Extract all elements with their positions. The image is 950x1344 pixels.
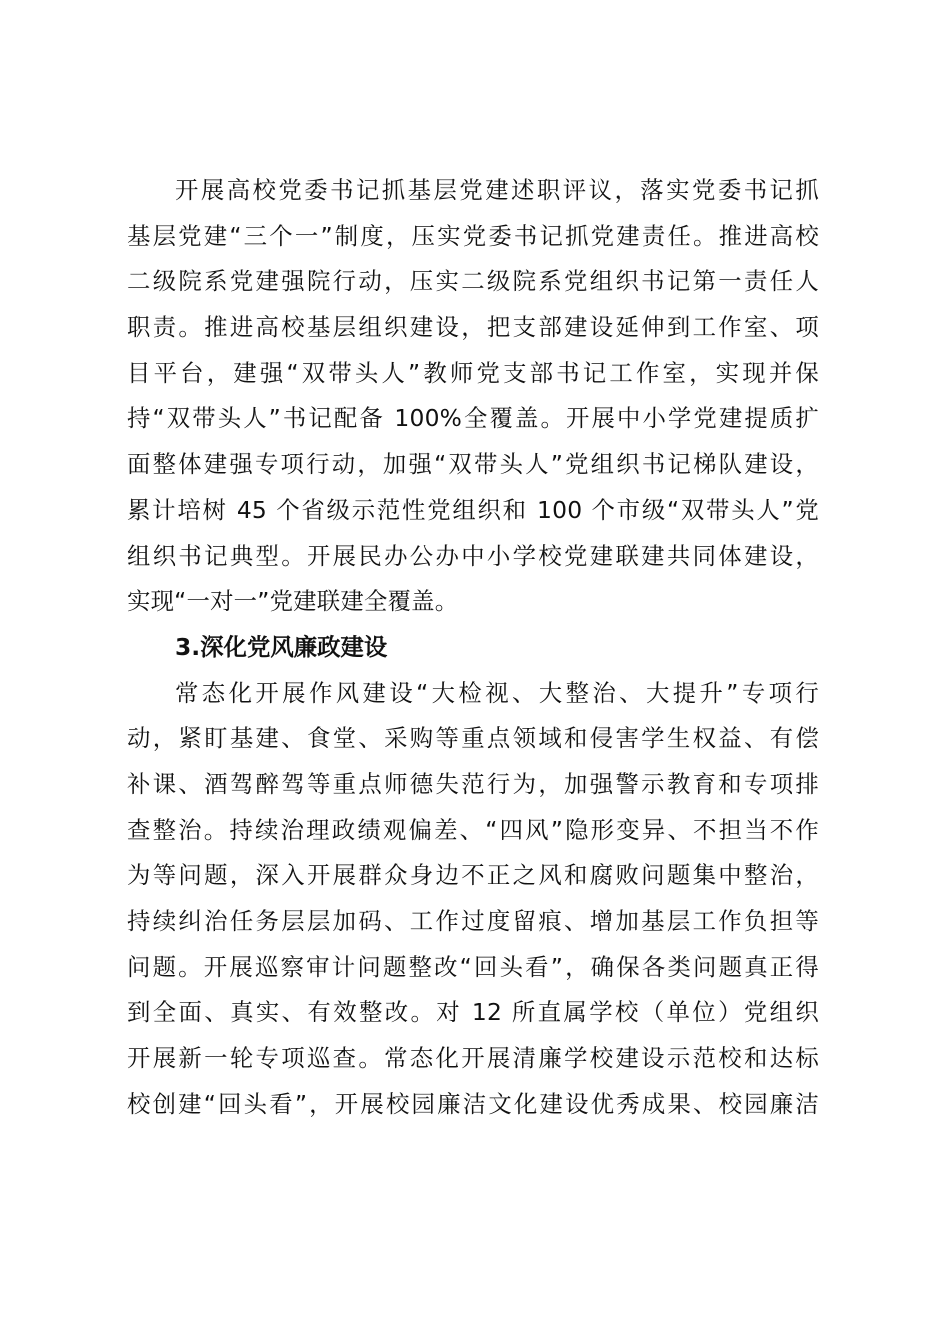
document-body bbox=[127, 168, 819, 1127]
text-line: 二级院系党建强院行动，压实二级院系党组织书记第一责任人 bbox=[127, 267, 819, 296]
section-heading: 3.深化党风廉政建设 bbox=[175, 632, 388, 661]
text-line: 到全面、真实、有效整改。对 12 所直属学校（单位）党组织 bbox=[127, 998, 819, 1027]
text-line: 为等问题，深入开展群众身边不正之风和腐败问题集中整治， bbox=[127, 861, 819, 890]
text-line: 查整治。持续治理政绩观偏差、“四风”隐形变异、不担当不作 bbox=[127, 815, 819, 844]
text-line: 基层党建“三个一”制度，压实党委书记抓党建责任。推进高校 bbox=[127, 221, 819, 250]
text-line: 目平台，建强“双带头人”教师党支部书记工作室，实现并保 bbox=[127, 358, 819, 387]
text-line: 实现“一对一”党建联建全覆盖。 bbox=[127, 587, 459, 616]
text-line: 开展新一轮专项巡查。常态化开展清廉学校建设示范校和达标 bbox=[127, 1044, 819, 1073]
text-line: 组织书记典型。开展民办公办中小学校党建联建共同体建设， bbox=[127, 541, 819, 570]
text-line: 累计培树 45 个省级示范性党组织和 100 个市级“双带头人”党 bbox=[127, 495, 819, 524]
text-line: 持续纠治任务层层加码、工作过度留痕、增加基层工作负担等 bbox=[127, 907, 819, 935]
text-line: 问题。开展巡察审计问题整改“回头看”，确保各类问题真正得 bbox=[127, 952, 819, 981]
text-line: 开展高校党委书记抓基层党建述职评议，落实党委书记抓 bbox=[175, 176, 819, 204]
text-line: 常态化开展作风建设“大检视、大整治、大提升”专项行 bbox=[175, 678, 819, 707]
text-line: 校创建“回头看”，开展校园廉洁文化建设优秀成果、校园廉洁 bbox=[127, 1089, 819, 1118]
text-line: 持“双带头人”书记配备 100%全覆盖。开展中小学党建提质扩 bbox=[127, 404, 819, 433]
text-line: 补课、酒驾醉驾等重点师德失范行为，加强警示教育和专项排 bbox=[127, 769, 819, 798]
text-line: 面整体建强专项行动，加强“双带头人”党组织书记梯队建设， bbox=[127, 450, 819, 479]
paragraph-party-building bbox=[127, 168, 819, 625]
text-line: 职责。推进高校基层组织建设，把支部建设延伸到工作室、项 bbox=[127, 313, 819, 342]
text-line: 动，紧盯基建、食堂、采购等重点领域和侵害学生权益、有偿 bbox=[127, 724, 819, 753]
paragraph-integrity bbox=[127, 671, 819, 1128]
